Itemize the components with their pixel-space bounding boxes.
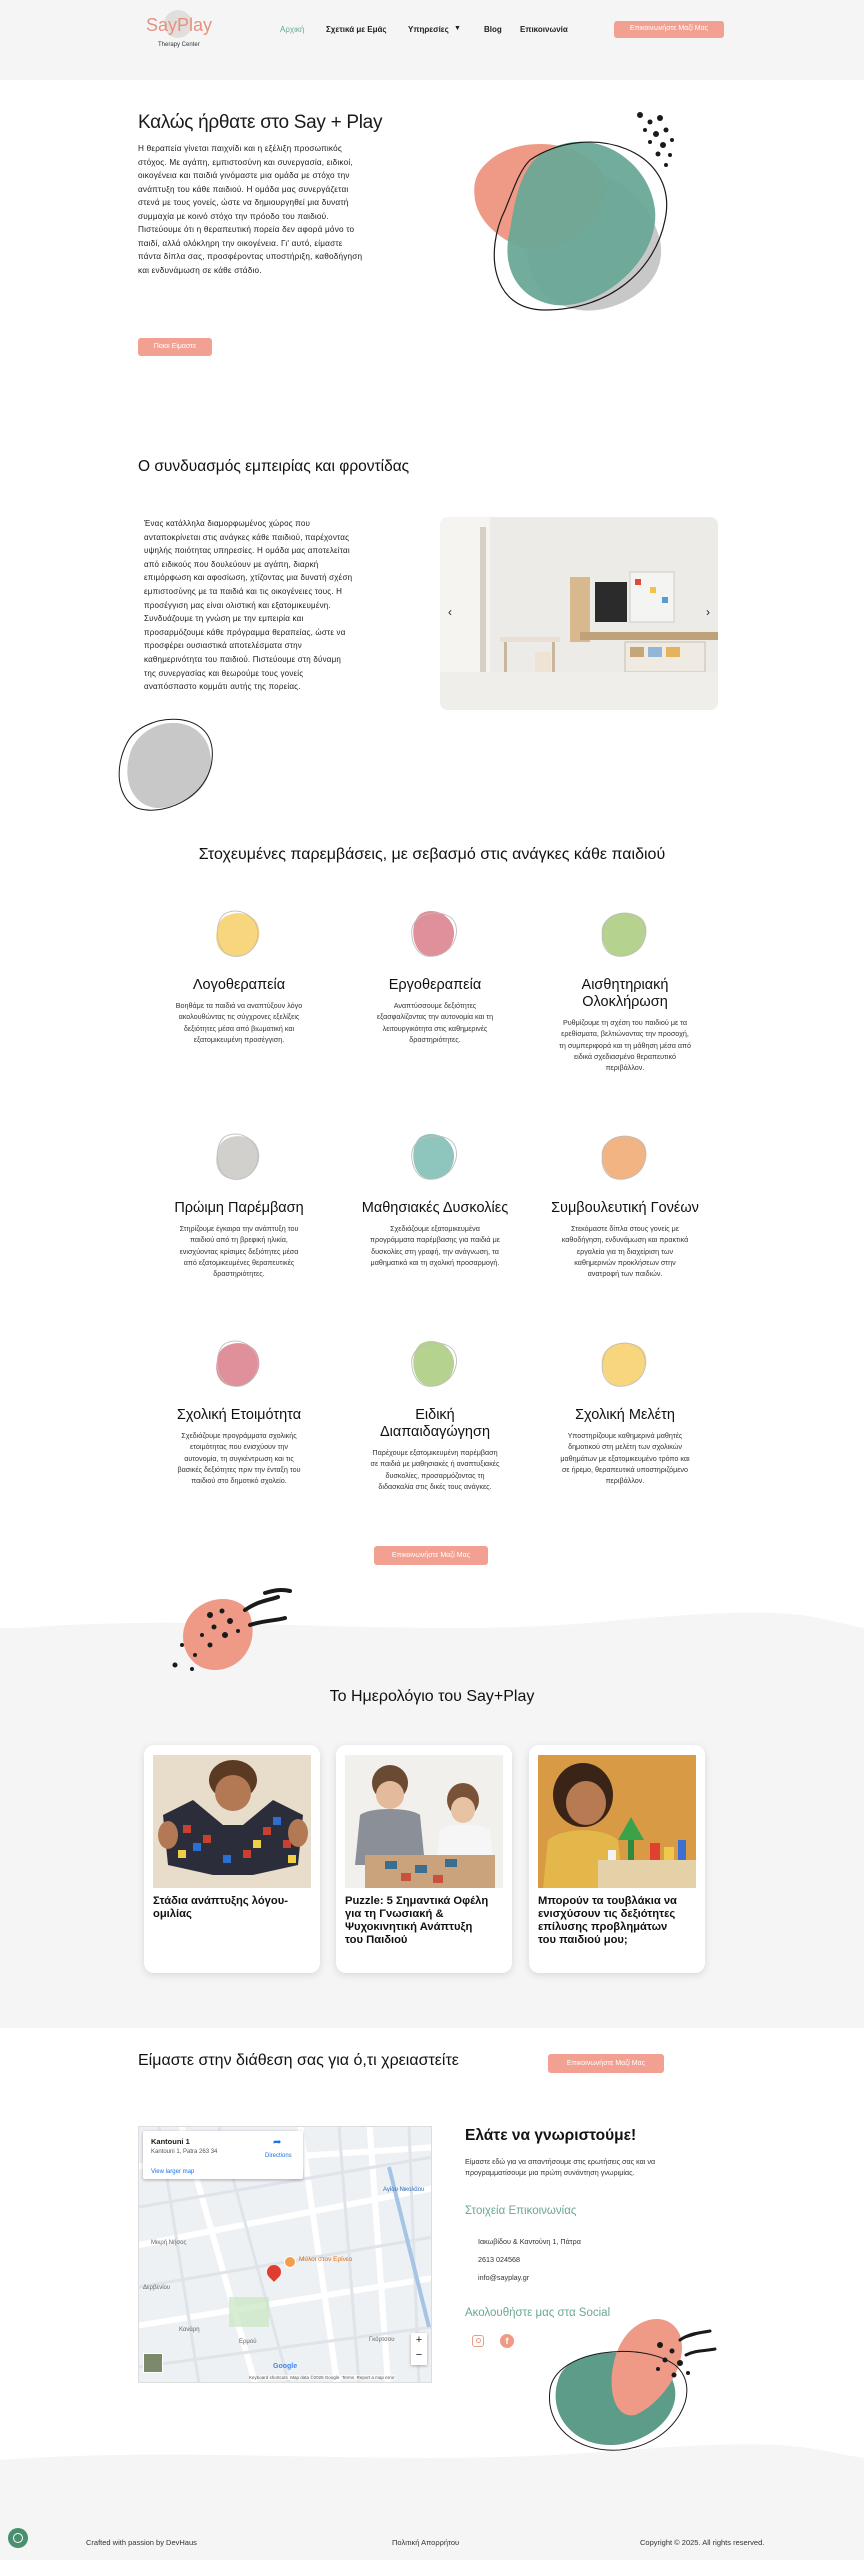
service-description-line: ανατροφή των παιδιών. [587, 1269, 663, 1279]
about-line: εμπιστοσύνης με τα παιδιά και τις οικογένειες τους. Η [144, 586, 343, 596]
contact-intro-line: προγραμματίσουμε μια πρώτη συνάντηση γνωριμίας. [465, 2168, 635, 2177]
hero-line: Πιστεύουμε ότι η θεραπευτική πορεία δεν αφορά μόνο το [138, 225, 355, 234]
nav-home[interactable]: Αρχική [280, 25, 305, 34]
map-street-label: Κανάρη [179, 2327, 200, 2333]
map-report-link[interactable]: Report a map error [356, 2375, 395, 2380]
blog-card-title-line: επίλυσης προβλημάτων [538, 1921, 668, 1933]
about-line: προσέγγιση μας είναι ολιστική και εξατομικευμένη. [144, 600, 331, 610]
nav-contact[interactable]: Επικοινωνία [520, 25, 568, 34]
service-description-line: λειτουργικότητα στις καθημερινές [382, 1023, 488, 1033]
service-description-line: παιδιού στο δημοτικό σχολείο. [191, 1476, 287, 1486]
service-description-line: δεξιότητες μέσα από βιωματική και [183, 1023, 295, 1033]
service-title [144, 1200, 334, 1217]
service-title-line: Ολοκλήρωση [582, 994, 668, 1010]
zoom-controls [411, 2333, 427, 2365]
service-blob-icon [209, 1128, 269, 1188]
map-street-label: Μικρή Νήσος [151, 2240, 187, 2246]
service-description-line: βασικές δεξιότητες πριν την ένταξη του [177, 1464, 301, 1474]
contact-heading: Ελάτε να γνωριστούμε! [465, 2127, 637, 2144]
blog-card[interactable] [144, 1745, 320, 1973]
chevron-down-icon[interactable]: ▼ [454, 25, 461, 32]
poi-icon[interactable] [284, 2256, 296, 2268]
service-description-line: Στηρίζουμε έγκαιρα την ανάπτυξη του [179, 1224, 299, 1233]
service-description-line: προγράμματα παρέμβασης για παιδιά με [370, 1235, 500, 1245]
blog-blob-illustration [170, 1585, 300, 1680]
map-info-panel [143, 2131, 303, 2179]
google-map[interactable] [138, 2126, 432, 2383]
service-description-line: ειδικά σχεδιασμένο θεραπευτικό [573, 1051, 677, 1061]
blog-card-title-line: ενισχύσουν τις δεξιότητες [538, 1908, 676, 1920]
service-title-line: Διαπαιδαγώγηση [379, 1424, 491, 1440]
service-description-line: εργαλεία για τη διαχείριση των [576, 1246, 674, 1256]
about-line: της συνεργασίας και θεωρούμε τους γονείς [144, 668, 304, 678]
blog-image-lego [153, 1755, 311, 1888]
service-blob-icon [405, 1335, 465, 1395]
service-blob-icon [405, 905, 465, 965]
contact-blob-illustration [540, 2305, 720, 2455]
logo-subtitle: Therapy Center [158, 42, 200, 48]
footer-copyright: Copyright © 2025. All rights reserved. [640, 2538, 765, 2547]
service-title-line: Αισθητηριακή [581, 977, 669, 993]
service-title-line: Λογοθεραπεία [192, 977, 286, 993]
service-description-line: Στεκόμαστε δίπλα στους γονείς με [571, 1224, 679, 1233]
contact-title: Είμαστε στην διάθεση σας για ό,τι χρειαστείτε [138, 2052, 459, 2069]
service-description-line: Υποστηρίζουμε καθημερινά μαθητές [567, 1431, 683, 1440]
about-line: προσαρμόζουμε κάθε πρόγραμμα θεραπείας, ώστε να [144, 627, 346, 637]
contact-address: Ιακωβίδου & Καντούνη 1, Πάτρα [478, 2237, 581, 2246]
contact-details-title: Στοιχεία Επικοινωνίας [465, 2205, 577, 2217]
service-title [340, 977, 530, 994]
about-line: επιμόρφωση και αφοσίωση, χτίζοντας μια δυνατή σχέση [144, 573, 353, 583]
service-description-line: εξασφαλίζοντας την αυτονομία και τη [376, 1012, 494, 1022]
service-description-line: περιβάλλον. [605, 1063, 645, 1073]
about-blob-illustration [112, 708, 222, 818]
map-directions-link[interactable]: Directions [265, 2153, 292, 2159]
service-description [144, 1430, 334, 1486]
zoom-out-icon[interactable]: − [415, 2349, 423, 2361]
service-blob-icon [595, 1335, 655, 1395]
service-description-line: Ρυθμίζουμε τη σχέση του παιδιού με τα [562, 1018, 688, 1027]
service-description [144, 1223, 334, 1279]
hero-text [138, 142, 408, 277]
service-title [340, 1407, 530, 1441]
carousel-next-icon[interactable]: › [706, 605, 710, 619]
header-cta-button[interactable]: Επικοινωνήστε Μαζί Μας [614, 21, 724, 38]
service-description-line: από εξατομικευμένες θεραπευτικές [183, 1257, 295, 1267]
service-title [530, 1200, 720, 1217]
about-line: ανταποκρίνεται στις ανάγκες κάθε παιδιού, παρέχοντας [144, 532, 350, 542]
google-logo-icon: Google [273, 2363, 298, 2370]
hero-line: οικογένεια και παιδιά γινόμαστε μια ομάδα με στόχο την [138, 171, 350, 180]
service-description [530, 1223, 720, 1279]
service-description-line: Βοηθάμε τα παιδιά να αναπτύξουν λόγο [175, 1001, 303, 1010]
service-title-line: Εργοθεραπεία [388, 977, 482, 993]
hero-title: Καλώς ήρθατε στο Say + Play [138, 112, 383, 133]
service-description [340, 1000, 530, 1045]
service-description-line: δυσκολίες στη γραφή, την ανάγνωση, τα [371, 1246, 499, 1256]
map-footer [249, 2375, 395, 2380]
hero-line: συμμαχία με κοινό στόχο την πρόοδο του παιδιού. [138, 211, 329, 221]
blog-image-puzzle [345, 1755, 503, 1888]
service-description-line: τη συμπεριφορά και τη μάθηση μέσα από [559, 1040, 691, 1050]
blog-card-title [153, 1895, 313, 1921]
hero-line: στόχος. Με αγάπη, εμπιστοσύνη και συνεργασία, ειδικοί, [138, 157, 353, 167]
service-description-line: ενισχύοντας κρίσιμες δεξιότητες μέσα [179, 1246, 299, 1256]
about-line: υψηλής ποιότητας υπηρεσίες. Η ομάδα μας αποτελείται [144, 546, 350, 556]
about-line: από ειδικούς που δουλεύουν με αγάπη, διαρκή [144, 559, 319, 569]
service-title-line: Σχολική Ετοιμότητα [176, 1407, 302, 1423]
about-us-button[interactable]: Ποιοι Είμαστε [138, 338, 212, 356]
service-description-line: Σχεδιάζουμε προγράμματα σχολικής [181, 1431, 297, 1440]
service-title [530, 1407, 720, 1424]
map-place-address: Kantouni 1, Patra 263 34 [151, 2149, 218, 2155]
service-description-line: δραστηριότητες. [409, 1034, 461, 1044]
service-description-line: μαθηματικά και τη σχολική προσαρμογή. [370, 1257, 500, 1267]
blog-card-title-line: Μπορούν τα τουβλάκια να [538, 1895, 677, 1907]
blog-card-title-line: για τη Γνωσιακή & [345, 1908, 444, 1920]
blog-wave [0, 1610, 864, 1640]
map-street-label: Ερμού [239, 2339, 257, 2345]
services-cta-button[interactable]: Επικοινωνήστε Μαζί Μας [374, 1546, 488, 1565]
logo-text: SayPlay [146, 15, 213, 35]
contact-cta-button[interactable]: Επικοινωνήστε Μαζί Μας [548, 2054, 664, 2073]
service-description-line: καθημερινών προκλήσεων στην [574, 1257, 676, 1267]
service-description-line: δραστηριότητες. [213, 1269, 265, 1279]
service-title-line: Μαθησιακές Δυσκολίες [361, 1200, 509, 1216]
map-terms-link[interactable]: Terms [341, 2375, 355, 2380]
about-line: προσφέρει ουσιαστικά αποτελέσματα στην [144, 641, 302, 651]
about-text [144, 517, 384, 694]
about-line: καθημερινότητα του παιδιού. Πιστεύουμε στη δύναμη [144, 654, 342, 664]
blog-image-blocks [538, 1755, 696, 1888]
map-layers-icon[interactable] [143, 2353, 163, 2373]
nav-about[interactable]: Σχετικά με Εμάς [326, 25, 387, 34]
service-description [530, 1017, 720, 1073]
service-description-line: εξατομικευμένη προσέγγιση. [193, 1034, 285, 1044]
blog-card-title-line: Στάδια ανάπτυξης λόγου- [153, 1895, 288, 1907]
service-description [530, 1430, 720, 1486]
service-blob-icon [405, 1128, 465, 1188]
nav-blog[interactable]: Blog [484, 25, 502, 34]
service-description-line: δυσκολίες, προσαρμόζοντας τη [385, 1470, 485, 1480]
hero-line: πάντα δίπλα σας, προσφέροντας υποστήριξη, καθοδήγηση [138, 252, 363, 261]
service-blob-icon [595, 1128, 655, 1188]
about-line: Συνδυάζουμε τη γνώση με την εμπειρία και [144, 614, 304, 624]
footer-credit[interactable]: Crafted with passion by DevHaus [86, 2538, 197, 2547]
instagram-icon[interactable] [472, 2335, 484, 2347]
contact-phone[interactable]: 2613 024568 [478, 2255, 520, 2264]
service-title-line: Πρώιμη Παρέμβαση [174, 1200, 304, 1216]
blog-card-title-line: του Παιδιού [345, 1934, 408, 1946]
service-blob-icon [209, 905, 269, 965]
map-street-label: Δερβενίου [143, 2285, 171, 2291]
service-description-line: διδασκαλία στις δικές τους ανάγκες. [378, 1481, 492, 1491]
service-title-line: Σχολική Μελέτη [575, 1407, 675, 1423]
logo[interactable] [146, 10, 226, 52]
hero-line: στενά με τους γονείς, ώστε να δημιουργηθεί μια δυνατή [138, 198, 349, 207]
footer-wave [0, 2440, 864, 2470]
map-street-label: Γκόρτσου [369, 2337, 395, 2343]
service-description [340, 1447, 530, 1492]
service-description-line: ετοιμότητας που ενισχύουν την [189, 1442, 289, 1452]
nav-services[interactable]: Υπηρεσίες [408, 25, 449, 34]
service-description-line: μαθημάτων με εξατομικευμένο τρόπο και [560, 1453, 690, 1463]
service-description-line: αυτονομία, τη συγκέντρωση και τις [184, 1453, 294, 1463]
blog-card-title-line: ομιλίας [153, 1908, 192, 1920]
header-wave [0, 60, 864, 85]
blog-card-title [538, 1895, 700, 1947]
services-title: Στοχευμένες παρεμβάσεις, με σεβασμό στις ανάγκες κάθε παιδιού [198, 846, 666, 863]
clinic-photo [440, 517, 718, 710]
service-description-line: ακολουθώντας τις σύγχρονες εξελίξεις [178, 1012, 300, 1022]
facebook-icon[interactable]: f [500, 2334, 514, 2348]
service-description-line: καθοδήγηση, ενδυνάμωση και πρακτικά [561, 1235, 689, 1245]
hero-blob-illustration [460, 100, 700, 330]
about-line: αναπόσπαστο κομμάτι αυτής της πορείας. [144, 682, 301, 692]
blog-card[interactable] [529, 1745, 705, 1973]
hero-line: ανάπτυξη του κάθε παιδιού. Η ομάδα μας συνεργάζεται [138, 184, 349, 194]
service-description-line: ερεθίσματα, βελτιώνοντας την προσοχή, [561, 1029, 689, 1039]
service-description [340, 1223, 530, 1268]
service-title [340, 1200, 530, 1217]
social-title: Ακολουθήστε μας στα Social [465, 2307, 611, 2319]
about-title: Ο συνδυασμός εμπειρίας και φροντίδας [138, 458, 410, 475]
directions-icon[interactable]: ➦ [273, 2137, 282, 2148]
contact-email[interactable]: info@sayplay.gr [478, 2273, 530, 2282]
service-blob-icon [209, 1335, 269, 1395]
contact-intro-line: Είμαστε εδώ για να απαντήσουμε στις ερωτήσεις σας και να [465, 2157, 656, 2166]
footer-privacy-link[interactable]: Πολιτική Απορρήτου [392, 2538, 460, 2547]
service-title [144, 1407, 334, 1424]
hero-line: και ενδυνάμωση σε κάθε στάδιο. [138, 265, 262, 275]
service-description-line: Παρέχουμε εξατομικευμένη παρέμβαση [372, 1448, 498, 1457]
service-description-line: σε ήρεμο, θεραπευτικά υποστηριζόμενο [561, 1464, 689, 1474]
contact-intro [465, 2156, 705, 2178]
service-description-line: σε παιδιά με μαθησιακές ή αναπτυξιακές [370, 1459, 500, 1469]
service-blob-icon [595, 905, 655, 965]
map-pin-label: Μύλοι στον Ερίνεο [299, 2256, 353, 2263]
hero-line: Η θεραπεία γίνεται παιχνίδι και η εξέλιξη προσωπικός [138, 144, 343, 153]
zoom-in-icon[interactable]: + [415, 2334, 423, 2346]
hero-line: παιδί, αλλά ολόκληρη την οικογένεια. Γι' αυτό, είμαστε [138, 238, 343, 248]
map-place-name: Kantouni 1 [151, 2137, 190, 2146]
service-description-line: δημοτικού στη μελέτη των σχολικών [568, 1442, 682, 1452]
carousel-prev-icon[interactable]: ‹ [448, 605, 452, 619]
map-larger-link[interactable]: View larger map [151, 2169, 195, 2175]
service-title-line: Ειδική [415, 1407, 455, 1423]
map-data-label: Map data ©2025 Google [290, 2375, 340, 2380]
map-shortcuts-link[interactable]: Keyboard shortcuts [249, 2375, 288, 2380]
service-title [144, 977, 334, 994]
blog-card-title-line: Puzzle: 5 Σημαντικά Οφέλη [345, 1895, 489, 1907]
cookie-settings-icon[interactable] [8, 2528, 28, 2548]
service-description [144, 1000, 334, 1045]
service-description-line: Αναπτύσσουμε δεξιότητες [393, 1001, 477, 1010]
blog-card-title-line: Ψυχοκινητική Ανάπτυξη [345, 1921, 473, 1933]
blog-card[interactable] [336, 1745, 512, 1973]
service-title-line: Συμβουλευτική Γονέων [551, 1200, 699, 1216]
service-title [530, 977, 720, 1011]
about-line: Ένας κατάλληλα διαμορφωμένος χώρος που [144, 519, 311, 528]
service-description-line: Σχεδιάζουμε εξατομικευμένα [390, 1224, 480, 1233]
blog-card-title-line: του παιδιού μου; [538, 1934, 628, 1946]
map-street-label: Αγίου Νικολάου [383, 2187, 425, 2193]
blog-card-title [345, 1895, 507, 1947]
blog-title: Το Ημερολόγιο του Say+Play [329, 1688, 535, 1705]
service-description-line: παιδιού από τη βρεφική ηλικία, [190, 1235, 288, 1245]
service-description-line: περιβάλλον. [605, 1476, 645, 1486]
